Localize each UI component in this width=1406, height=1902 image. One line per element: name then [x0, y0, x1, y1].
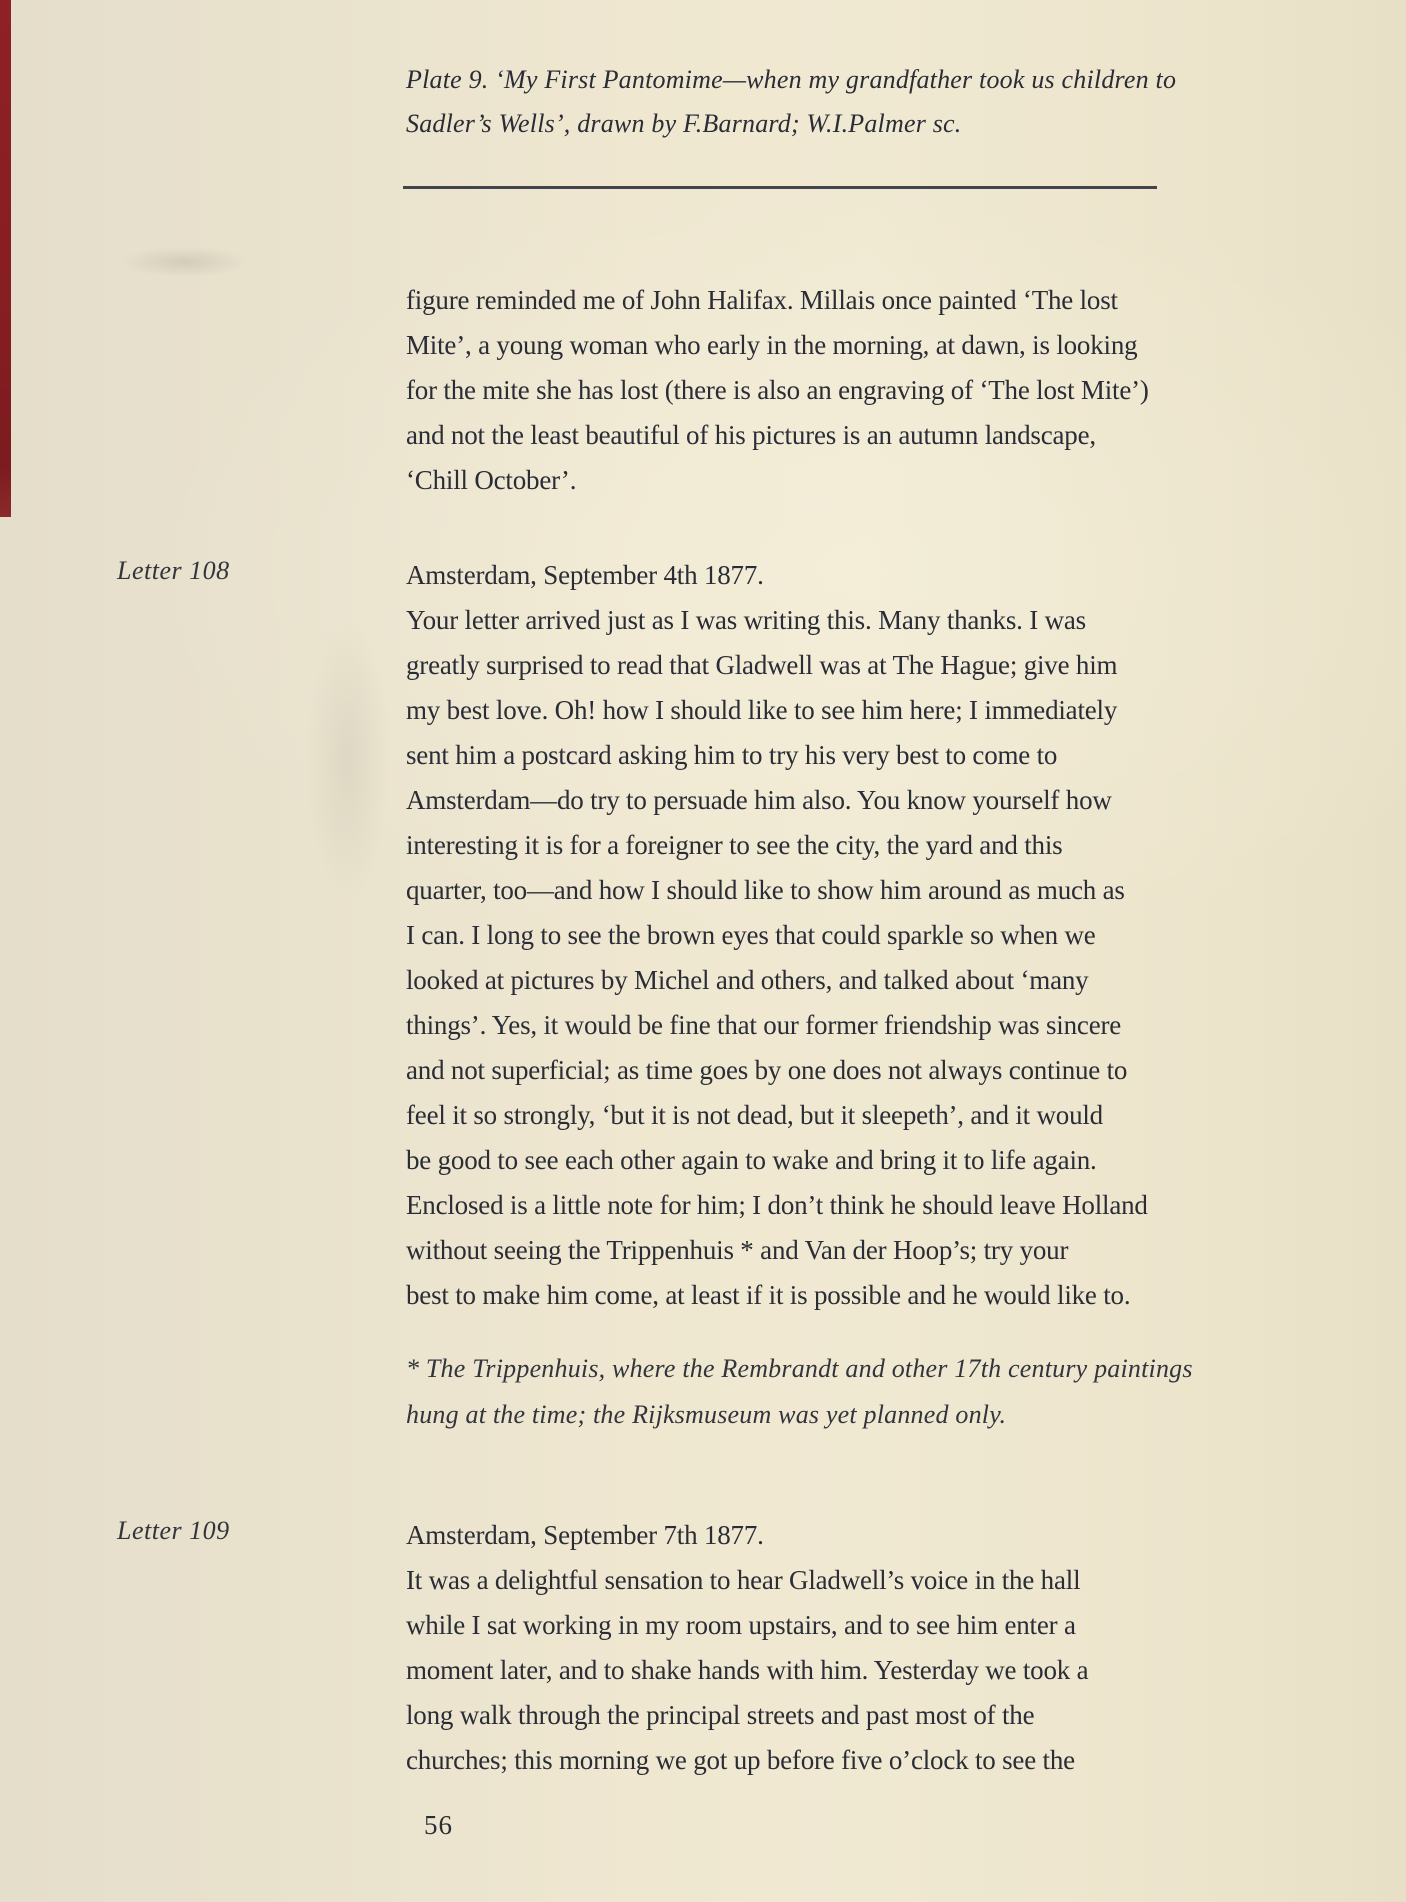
text-line: Enclosed is a little note for him; I don’t think he should leave Holland — [406, 1190, 1148, 1220]
letter-109-lines — [406, 1558, 1088, 1783]
text-line: be good to see each other again to wake and bring it to life again. — [406, 1145, 1097, 1175]
text-line: churches; this morning we got up before five o’clock to see the — [406, 1745, 1075, 1775]
letter-109-text — [406, 1513, 1088, 1783]
text-line: without seeing the Trippenhuis * and Van der Hoop’s; try your — [406, 1235, 1069, 1265]
text-line: for the mite she has lost (there is also an engraving of ‘The lost Mite’) — [406, 375, 1149, 405]
binding-edge-strip — [0, 0, 11, 517]
text-line: Mite’, a young woman who early in the morning, at dawn, is looking — [406, 330, 1138, 360]
text-line: I can. I long to see the brown eyes that could sparkle so when we — [406, 920, 1096, 950]
text-line: long walk through the principal streets and past most of the — [406, 1700, 1035, 1730]
horizontal-rule — [403, 186, 1157, 189]
text-line: Plate 9. ‘My First Pantomime—when my grandfather took us children to — [406, 65, 1177, 94]
text-line: greatly surprised to read that Gladwell was at The Hague; give him — [406, 650, 1118, 680]
text-line: figure reminded me of John Halifax. Millais once painted ‘The lost — [406, 285, 1118, 315]
text-line: Sadler’s Wells’, drawn by F.Barnard; W.I.Palmer sc. — [406, 109, 962, 138]
letter-108-text — [406, 553, 1148, 1318]
text-line: moment later, and to shake hands with him. Yesterday we took a — [406, 1655, 1089, 1685]
letter-109-label: Letter 109 — [117, 1516, 230, 1545]
text-line: hung at the time; the Rijksmuseum was yet planned only. — [406, 1400, 1007, 1429]
letter-108-lines — [406, 598, 1148, 1318]
letter-109-dateline: Amsterdam, September 7th 1877. — [406, 1520, 764, 1550]
text-line: and not superficial; as time goes by one does not always continue to — [406, 1055, 1128, 1085]
text-line: * The Trippenhuis, where the Rembrandt and other 17th century paintings — [406, 1354, 1193, 1383]
text-line: Amsterdam—do try to persuade him also. You know yourself how — [406, 785, 1112, 815]
text-line: and not the least beautiful of his pictures is an autumn landscape, — [406, 420, 1096, 450]
letter-108-label: Letter 108 — [117, 556, 230, 585]
text-line: ‘Chill October’. — [406, 465, 577, 495]
text-line: things’. Yes, it would be fine that our former friendship was sincere — [406, 1010, 1122, 1040]
text-line: best to make him come, at least if it is possible and he would like to. — [406, 1280, 1131, 1310]
intro-paragraph — [406, 278, 1149, 503]
letter-108-dateline: Amsterdam, September 4th 1877. — [406, 560, 764, 590]
plate-caption — [406, 58, 1226, 146]
text-line: my best love. Oh! how I should like to see him here; I immediately — [406, 695, 1118, 725]
text-line: It was a delightful sensation to hear Gladwell’s voice in the hall — [406, 1565, 1081, 1595]
footnote — [406, 1346, 1193, 1438]
text-line: looked at pictures by Michel and others, and talked about ‘many — [406, 965, 1089, 995]
text-line: Your letter arrived just as I was writing this. Many thanks. I was — [406, 605, 1086, 635]
text-line: sent him a postcard asking him to try his very best to come to — [406, 740, 1058, 770]
page-number: 56 — [424, 1810, 453, 1840]
text-line: while I sat working in my room upstairs, and to see him enter a — [406, 1610, 1076, 1640]
text-line: interesting it is for a foreigner to see the city, the yard and this — [406, 830, 1063, 860]
text-line: feel it so strongly, ‘but it is not dead, but it sleepeth’, and it would — [406, 1100, 1103, 1130]
text-line: quarter, too—and how I should like to show him around as much as — [406, 875, 1125, 905]
